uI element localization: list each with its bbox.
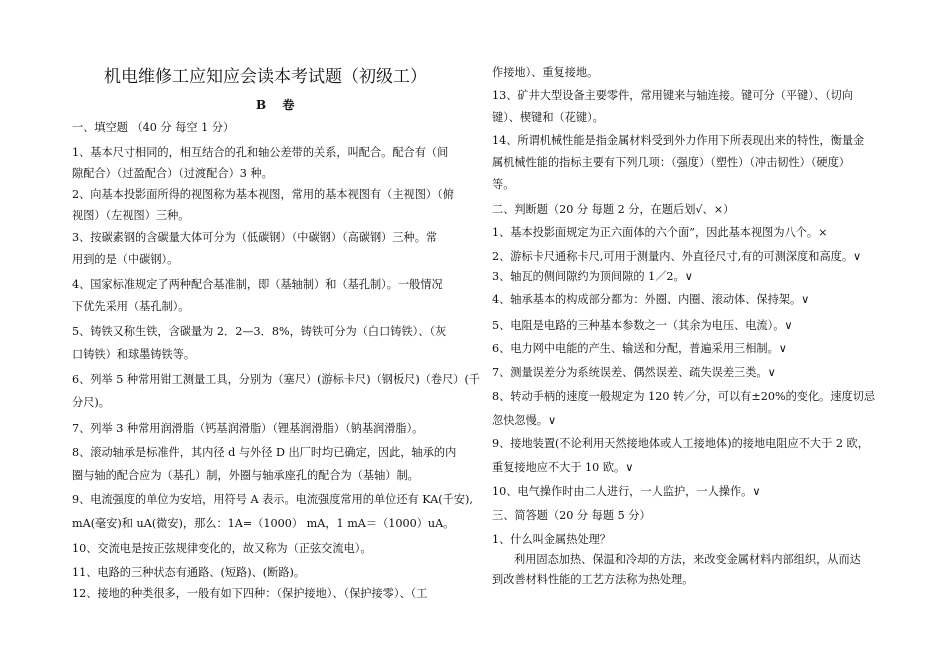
section-true-false-heading: 二、判断题（20 分 每题 2 分，在题后划√、×） [492, 203, 735, 216]
question-10: 10、交流电是按正弦规律变化的，故又称为（正弦交流电）。 [72, 542, 372, 555]
question-2-line-1: 2、向基本投影面所得的视图称为基本视图，常用的基本视图有（主视图）（俯 [72, 188, 454, 201]
judge-9-line-1: 9、接地装置(不论利用天然接地体或人工接地体)的接地电阻应不大于 2 欧， [492, 437, 869, 450]
question-13-line-1: 13、矿井大型设备主要零件，常用键来与轴连接。键可分（平键）、（切向 [492, 89, 854, 102]
question-12-line-1: 12、接地的种类很多，一般有如下四种：（保护接地）、（保护接零）、（工 [72, 587, 428, 600]
judge-8-line-2: 忽快忽慢。∨ [492, 414, 557, 427]
judge-9-line-2: 重复接地应不大于 10 欧。∨ [492, 461, 634, 474]
question-12-line-2: 作接地）、重复接地。 [492, 66, 599, 79]
question-5-line-2: 口铸铁）和球墨铸铁等。 [72, 348, 196, 361]
question-14-line-3: 等。 [492, 178, 515, 191]
volume-label: B 卷 [256, 98, 295, 112]
judge-10: 10、电气操作时由二人进行，一人监护，一人操作。∨ [492, 485, 761, 498]
question-8-line-1: 8、滚动轴承是标准件，其内径 d 与外径 D 出厂时均已确定，因此，轴承的内 [72, 446, 457, 459]
question-9-line-2: mA(毫安)和 uA(微安)，那么：1A=（1000） mA，1 mA＝（1000）uA。 [72, 517, 455, 530]
question-1-line-2: 隙配合）（过盈配合）（过渡配合）3 种。 [72, 167, 273, 180]
section-short-answer-heading: 三、简答题（20 分 每题 5 分） [492, 509, 651, 522]
judge-5: 5、电阻是电路的三种基本参数之一（其余为电压、电流）。∨ [492, 319, 793, 332]
judge-3: 3、轴瓦的侧间隙约为顶间隙的 1／2。∨ [492, 270, 693, 283]
question-9-line-1: 9、电流强度的单位为安培，用符号 A 表示。电流强度常用的单位还有 KA(千安), [72, 493, 473, 506]
question-8-line-2: 圈与轴的配合应为（基孔）制，外圈与轴承座孔的配合为（基轴）制。 [72, 469, 419, 482]
question-7: 7、列举 3 种常用润滑脂（钙基润滑脂）（锂基润滑脂）（钠基润滑脂）。 [72, 422, 424, 435]
question-1-line-1: 1、基本尺寸相同的，相互结合的孔和轴公差带的关系，叫配合。配合有（间 [72, 146, 449, 159]
question-11: 11、电路的三种状态有通路、(短路)、(断路)。 [72, 566, 306, 579]
section-fill-blank-heading: 一、填空题 （40 分 每空 1 分） [72, 121, 235, 134]
question-14-line-2: 属机械性能的指标主要有下列几项：（强度）（塑性）（冲击韧性）（硬度） [492, 156, 850, 169]
question-3-line-1: 3、按碳素钢的含碳量大体可分为（低碳钢）（中碳钢）（高碳钢）三种。常 [72, 231, 438, 244]
question-2-line-2: 视图）（左视图）三种。 [72, 209, 190, 222]
question-14-line-1: 14、所谓机械性能是指金属材料受到外力作用下所表现出来的特性，衡量金 [492, 134, 865, 147]
question-13-line-2: 键）、楔键和（花键）。 [492, 111, 604, 124]
short-answer-1-answer-line-2: 到改善材料性能的工艺方法称为热处理。 [492, 573, 694, 586]
judge-2: 2、游标卡尺通称卡尺,可用于测量内、外直径尺寸,有的可测深度和高度。∨ [492, 250, 862, 263]
question-3-line-2: 用到的是（中碳钢）。 [72, 253, 179, 266]
judge-1: 1、基本投影面规定为正六面体的六个面”，因此基本视图为八个。× [492, 226, 828, 239]
short-answer-1-question: 1、什么叫金属热处理？ [492, 533, 611, 546]
judge-8-line-1: 8、转动手柄的速度一般规定为 120 转／分，可以有±20%的变化。速度切忌 [492, 390, 876, 403]
page-title: 机电维修工应知应会读本考试题（初级工） [104, 67, 427, 87]
question-4-line-2: 下优先采用（基孔制）。 [72, 300, 190, 313]
question-6-line-1: 6、列举 5 种常用钳工测量工具，分别为（塞尺）(游标卡尺)（钢板尺)（卷尺）(千 [72, 373, 480, 386]
short-answer-1-answer-line-1: 利用固态加热、保温和冷却的方法，来改变金属材料内部组织，从而达 [514, 553, 861, 566]
judge-4: 4、轴承基本的构成部分都为：外圈、内圈、滚动体、保持架。∨ [492, 293, 810, 306]
judge-7: 7、测量误差分为系统误差、偶然误差、疏失误差三类。∨ [492, 366, 776, 379]
question-6-line-2: 分尺)。 [72, 396, 110, 409]
question-4-line-1: 4、国家标准规定了两种配合基准制，即（基轴制）和（基孔制）。一般情况 [72, 278, 443, 291]
judge-6: 6、电力网中电能的产生、输送和分配，普遍采用三相制。∨ [492, 342, 787, 355]
question-5-line-1: 5、铸铁又称生铁，含碳量为 2．2—3．8%，铸铁可分为（白口铸铁）、（灰 [72, 325, 447, 338]
